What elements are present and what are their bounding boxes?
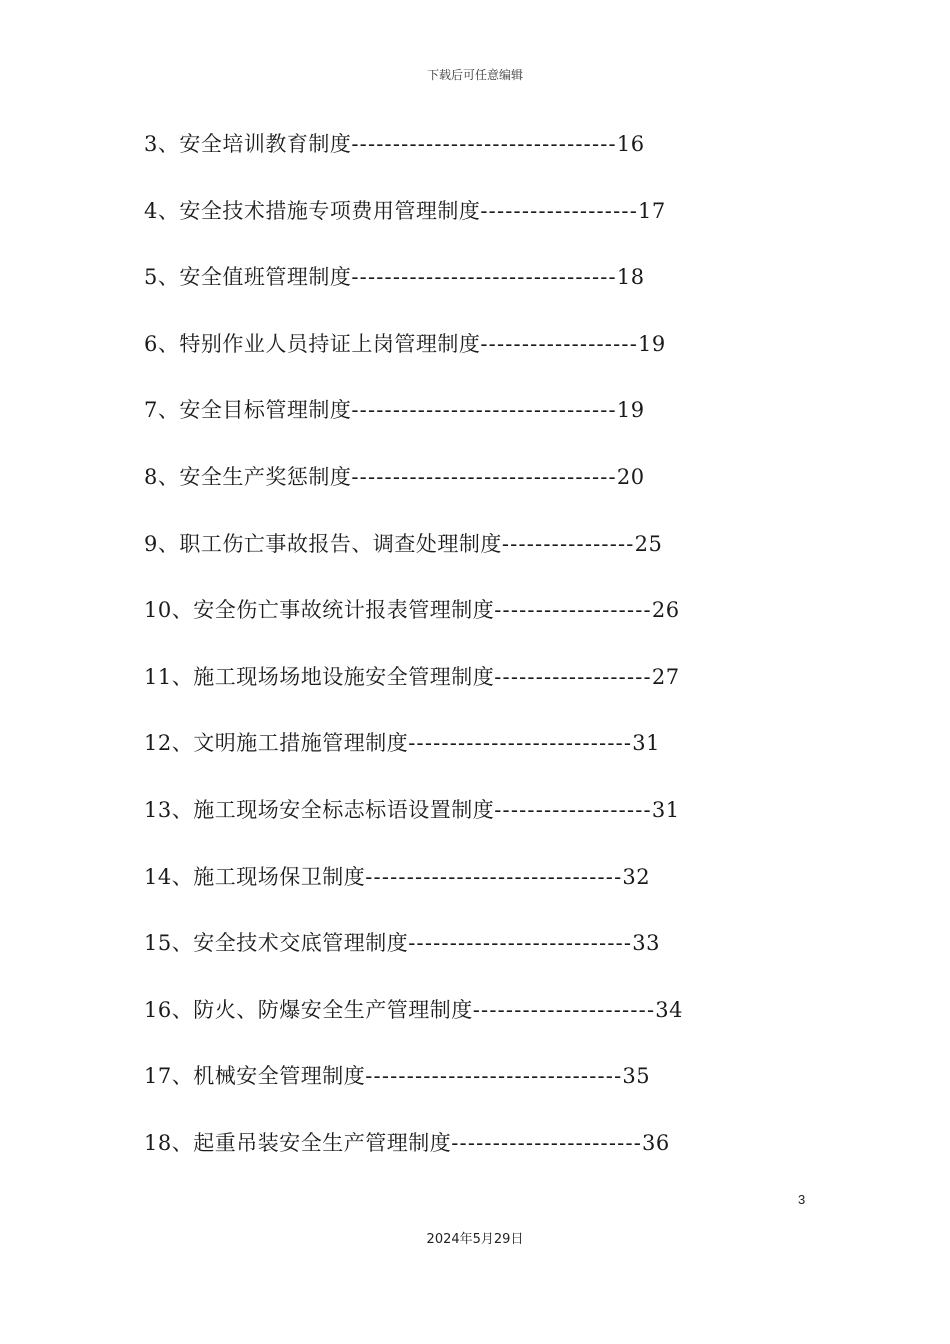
toc-entry-number: 17、	[144, 1064, 194, 1088]
toc-entry	[144, 191, 666, 231]
toc-entry	[144, 457, 645, 497]
toc-entry-page: 35	[622, 1064, 651, 1088]
toc-entry-title: 文明施工措施管理制度	[193, 731, 409, 755]
toc-entry-title: 安全培训教育制度	[179, 132, 352, 156]
page-footer-date: 2024年5月29日	[426, 1232, 524, 1247]
toc-entry	[144, 790, 680, 830]
toc-entry-number: 14、	[144, 865, 194, 889]
toc-entry	[144, 524, 662, 564]
toc-entry-number: 10、	[144, 598, 194, 622]
toc-entry-leader: --------------------------------	[351, 398, 617, 422]
toc-entry-number: 5、	[144, 265, 180, 289]
toc-entry-page: 16	[616, 132, 645, 156]
toc-entry-number: 15、	[144, 931, 194, 955]
toc-entry-number: 12、	[144, 731, 194, 755]
toc-entry-leader: ---------------------------	[408, 931, 633, 955]
toc-entry-title: 安全值班管理制度	[179, 265, 352, 289]
toc-entry	[144, 723, 660, 763]
toc-entry-title: 起重吊装安全生产管理制度	[193, 1131, 452, 1155]
toc-entry-leader: -------------------	[480, 332, 638, 356]
toc-entry	[144, 857, 650, 897]
toc-entry	[144, 657, 680, 697]
toc-entry-number: 13、	[144, 798, 194, 822]
toc-entry	[144, 990, 683, 1030]
toc-entry-number: 9、	[144, 532, 180, 556]
toc-entry-number: 16、	[144, 998, 194, 1022]
toc-entry-title: 安全目标管理制度	[179, 398, 352, 422]
toc-entry-leader: ----------------------	[472, 998, 656, 1022]
toc-entry-leader: -------------------------------	[365, 1064, 623, 1088]
toc-entry-title: 施工现场场地设施安全管理制度	[193, 665, 495, 689]
toc-entry-leader: -------------------	[480, 199, 638, 223]
toc-entry-page: 26	[651, 598, 680, 622]
toc-entry-number: 4、	[144, 199, 180, 223]
toc-entry	[144, 324, 666, 364]
toc-entry-leader: ---------------------------	[408, 731, 633, 755]
toc-entry-title: 职工伤亡事故报告、调查处理制度	[179, 532, 502, 556]
toc-entry	[144, 923, 660, 963]
toc-entry-title: 特别作业人员持证上岗管理制度	[179, 332, 481, 356]
toc-entry-number: 3、	[144, 132, 180, 156]
toc-entry	[144, 390, 645, 430]
toc-entry-page: 34	[655, 998, 683, 1022]
toc-entry	[144, 590, 680, 630]
toc-entry	[144, 257, 645, 297]
toc-entry-leader: -------------------	[494, 598, 652, 622]
page-number: 3	[798, 1192, 806, 1207]
toc-entry-page: 19	[616, 398, 645, 422]
toc-entry-page: 31	[651, 798, 680, 822]
toc-entry-title: 安全技术交底管理制度	[193, 931, 409, 955]
toc-entry-page: 25	[634, 532, 663, 556]
toc-entry-title: 防火、防爆安全生产管理制度	[193, 998, 473, 1022]
toc-entry-title: 安全生产奖惩制度	[179, 465, 352, 489]
toc-entry-page: 19	[638, 332, 666, 356]
toc-entry-leader: --------------------------------	[351, 265, 617, 289]
toc-entry-leader: --------------------------------	[351, 132, 617, 156]
toc-entry-page: 17	[638, 199, 666, 223]
toc-entry-title: 机械安全管理制度	[193, 1064, 366, 1088]
toc-entry-page: 20	[616, 465, 645, 489]
toc-entry	[144, 1123, 670, 1163]
toc-entry-leader: -------------------	[494, 665, 652, 689]
page-header: 下载后可任意编辑	[426, 68, 523, 82]
toc-entry	[144, 124, 645, 164]
toc-entry-page: 32	[622, 865, 651, 889]
toc-entry	[144, 1056, 650, 1096]
toc-entry-title: 施工现场安全标志标语设置制度	[193, 798, 495, 822]
toc-entry-leader: -----------------------	[451, 1131, 643, 1155]
toc-entry-title: 安全技术措施专项费用管理制度	[179, 199, 481, 223]
toc-entry-title: 安全伤亡事故统计报表管理制度	[193, 598, 495, 622]
toc-entry-number: 11、	[144, 665, 194, 689]
toc-entry-leader: -------------------	[494, 798, 652, 822]
toc-entry-title: 施工现场保卫制度	[193, 865, 366, 889]
toc-entry-page: 18	[616, 265, 645, 289]
toc-entry-leader: ----------------	[501, 532, 635, 556]
toc-entry-page: 27	[651, 665, 680, 689]
toc-entry-number: 8、	[144, 465, 180, 489]
toc-entry-number: 6、	[144, 332, 180, 356]
toc-entry-leader: --------------------------------	[351, 465, 617, 489]
toc-entry-number: 18、	[144, 1131, 194, 1155]
toc-entry-number: 7、	[144, 398, 180, 422]
toc-entry-leader: -------------------------------	[365, 865, 623, 889]
toc-entry-page: 33	[632, 931, 660, 955]
toc-entry-page: 31	[632, 731, 660, 755]
toc-entry-page: 36	[642, 1131, 670, 1155]
